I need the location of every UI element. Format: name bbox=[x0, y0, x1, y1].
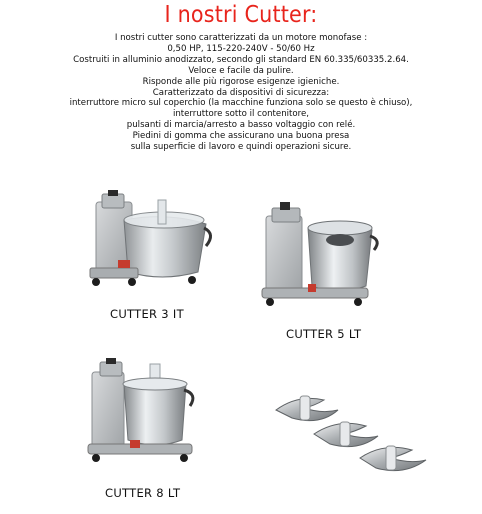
description-line: sulla superficie di lavoro e quindi operazioni sicure. bbox=[130, 142, 352, 153]
description-line: pulsanti di marcia/arresto a basso voltaggio con relé. bbox=[126, 120, 356, 131]
description-line: 0,50 HP, 115-220-240V - 50/60 Hz bbox=[167, 43, 315, 54]
product-label-cutter-5: CUTTER 5 LT bbox=[286, 327, 362, 341]
cutter-5-image bbox=[260, 200, 380, 310]
description-line: interruttore sotto il contenitore, bbox=[172, 109, 310, 120]
description-line: Piedini di gomma che assicurano una buona presa bbox=[132, 131, 350, 142]
description bbox=[0, 33, 482, 153]
product-label-cutter-3: CUTTER 3 IT bbox=[110, 307, 184, 321]
page-title: I nostri Cutter: bbox=[164, 2, 318, 28]
product-label-cutter-8: CUTTER 8 LT bbox=[105, 486, 181, 500]
description-line: Costruiti in alluminio anodizzato, secondo gli standard EN 60.335/60335.2.64. bbox=[73, 54, 409, 65]
cutter-8-image bbox=[86, 358, 211, 468]
cutter-3-image bbox=[88, 190, 218, 290]
blades-image bbox=[270, 388, 430, 478]
description-line: Risponde alle più rigorose esigenze igieniche. bbox=[142, 76, 340, 87]
description-line: Caratterizzato da dispositivi di sicurezza: bbox=[152, 87, 330, 98]
description-line: I nostri cutter sono caratterizzati da un motore monofase : bbox=[114, 33, 368, 43]
description-line: Veloce e facile da pulire. bbox=[188, 65, 294, 76]
description-line: interruttore micro sul coperchio (la macchine funziona solo se questo è chiuso), bbox=[69, 98, 413, 109]
